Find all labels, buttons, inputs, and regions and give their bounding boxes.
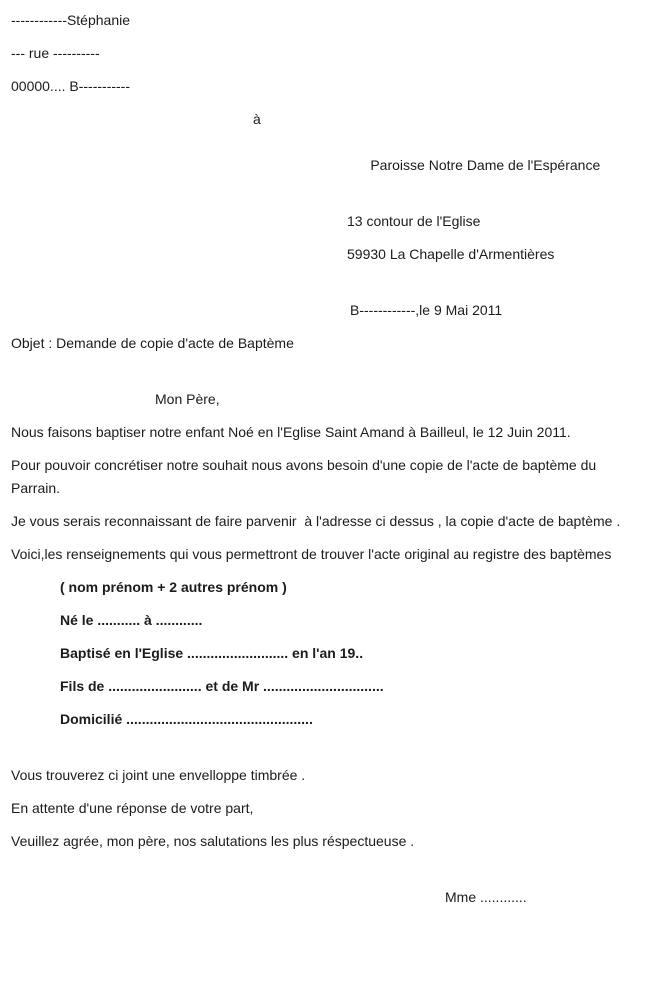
body-paragraph-4: Voici,les renseignements qui vous permettront de trouver l'acte original au registre des baptèmes	[11, 546, 612, 562]
body-paragraph-3: Je vous serais reconnaissant de faire parvenir à l'adresse ci dessus , la copie d'acte de baptème .	[11, 513, 621, 529]
date-line: B------------,le 9 Mai 2011	[350, 302, 503, 318]
subject-line: Objet : Demande de copie d'acte de Baptème	[11, 335, 294, 351]
body-block	[11, 421, 648, 566]
body-paragraph-2: Pour pouvoir concrétiser notre souhait nous avons besoin d'une copie de l'acte de baptème du Parrain.	[11, 457, 601, 496]
detail-name: ( nom prénom + 2 autres prénom )	[60, 579, 287, 595]
body-paragraph-1: Nous faisons baptiser notre enfant Noé en l'Eglise Saint Amand à Bailleul, le 12 Juin 2011.	[11, 424, 571, 440]
closing-salutations: Veuillez agrée, mon père, nos salutations les plus réspectueuse .	[11, 833, 415, 849]
signature: Mme ............	[445, 889, 527, 905]
detail-parents: Fils de ........................ et de Mr ...............................	[60, 678, 384, 694]
recipient-street: 13 contour de l'Eglise	[347, 213, 481, 229]
recipient-line	[11, 108, 648, 200]
sender-name: ------------Stéphanie	[11, 12, 130, 28]
sender-city: 00000.... B-----------	[11, 78, 130, 94]
detail-birth: Né le ........... à ............	[60, 612, 203, 628]
closing-awaiting: En attente d'une réponse de votre part,	[11, 800, 254, 816]
recipient-block	[11, 108, 648, 266]
sender-street: --- rue ----------	[11, 45, 100, 61]
sender-block	[11, 9, 648, 98]
closing-block	[11, 764, 648, 853]
detail-baptism: Baptisé en l'Eglise .......................... en l'an 19..	[60, 645, 364, 661]
recipient-name: Paroisse Notre Dame de l'Espérance	[370, 157, 601, 173]
recipient-city: 59930 La Chapelle d'Armentières	[347, 246, 555, 262]
salutation: Mon Père,	[155, 391, 220, 407]
recipient-prefix: à	[253, 111, 261, 127]
detail-address: Domicilié ................................................	[60, 711, 313, 727]
details-block	[11, 576, 648, 731]
closing-enclosure: Vous trouverez ci joint une envelloppe timbrée .	[11, 767, 306, 783]
